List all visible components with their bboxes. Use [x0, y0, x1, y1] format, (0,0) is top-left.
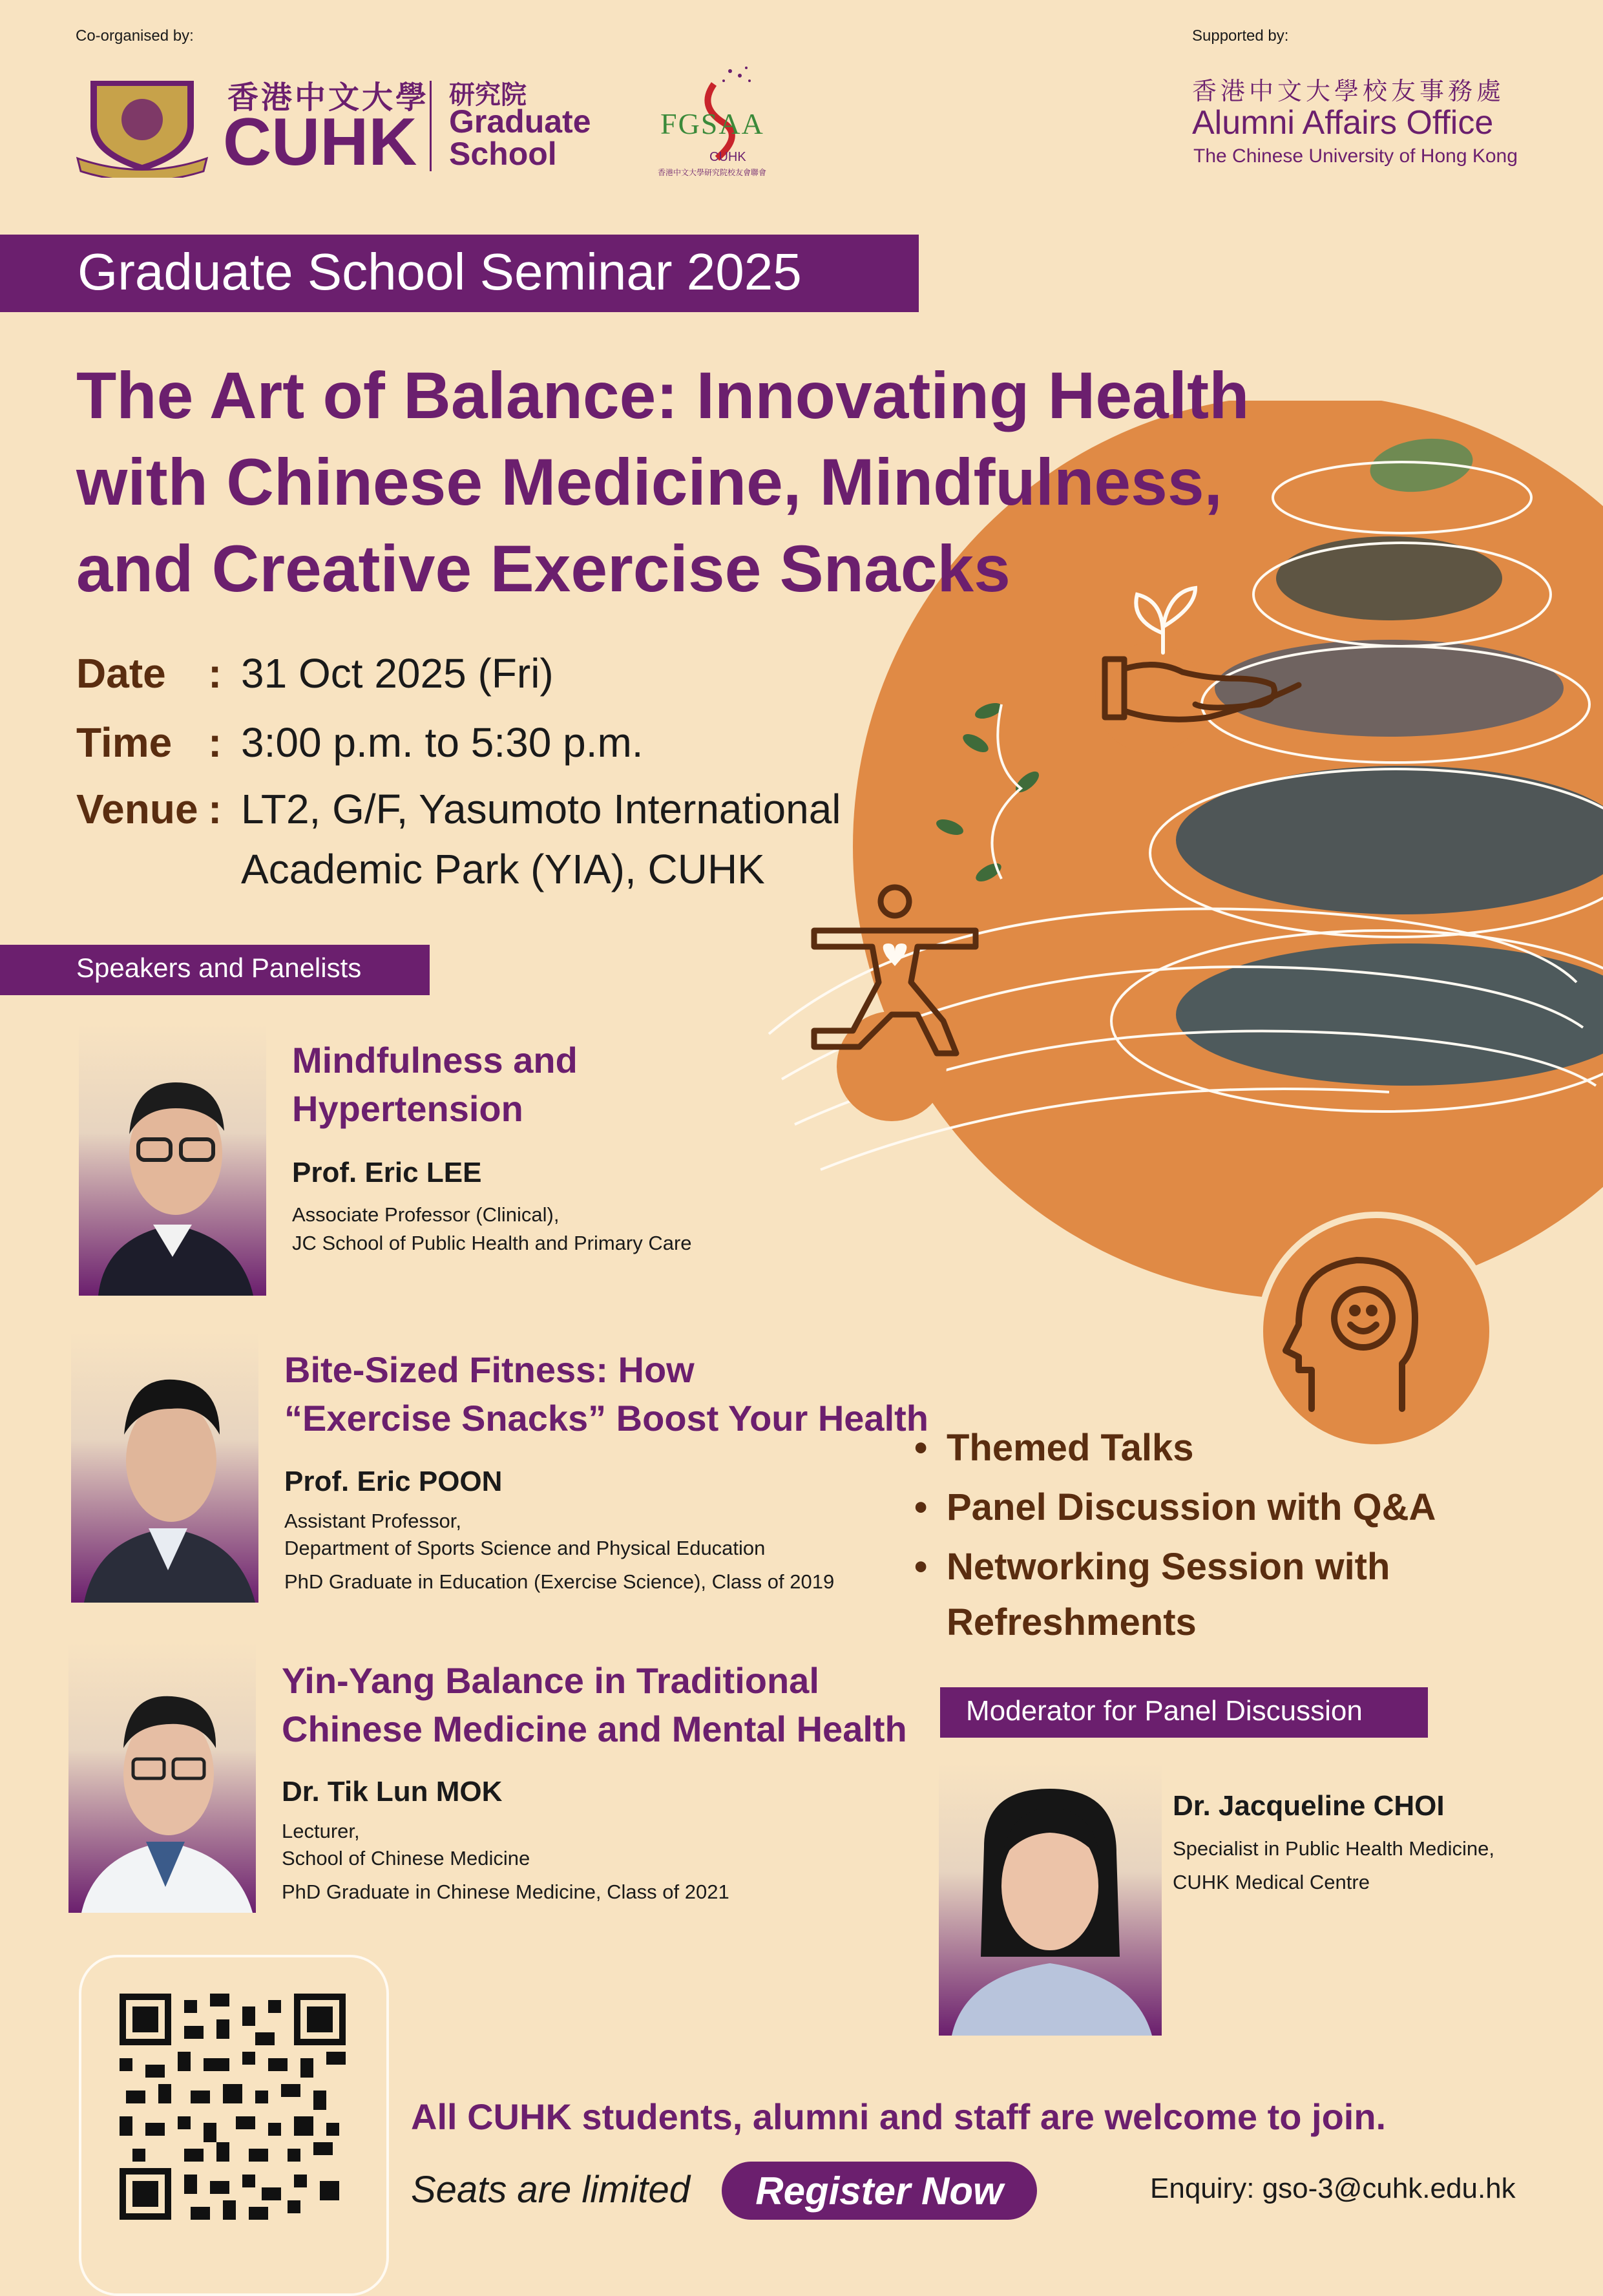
qr-code-icon[interactable]	[120, 1994, 346, 2220]
speaker-1-topic-line-2: Hypertension	[292, 1088, 523, 1129]
moderator-role	[1173, 1832, 1494, 1899]
speaker-2-topic-line-1: Bite-Sized Fitness: How	[284, 1349, 695, 1390]
time-value: 3:00 p.m. to 5:30 p.m.	[241, 719, 644, 766]
speaker-2-topic-line-2: “Exercise Snacks” Boost Your Health	[284, 1398, 928, 1438]
speaker-1-photo	[79, 1024, 266, 1296]
logo-divider	[430, 81, 432, 171]
cuhk-short-name: CUHK	[223, 105, 417, 180]
date-value: 31 Oct 2025 (Fri)	[241, 650, 554, 697]
moderator-label: Moderator for Panel Discussion	[966, 1695, 1363, 1727]
time-label: Time	[76, 719, 173, 766]
date-label: Date	[76, 650, 166, 697]
coorganised-label: Co-organised by:	[76, 27, 194, 45]
highlight-item-3-cont-text: Refreshments	[947, 1601, 1197, 1643]
moderator-role-line-2: CUHK Medical Centre	[1173, 1871, 1370, 1893]
cuhk-chinese-name: 香港中文大學	[227, 81, 430, 115]
highlight-item-2-text: Panel Discussion with Q&A	[947, 1486, 1436, 1528]
speaker-3-topic-line-2: Chinese Medicine and Mental Health	[282, 1709, 907, 1749]
bullet-icon: •	[914, 1546, 928, 1588]
highlight-item-3-text: Networking Session with	[947, 1546, 1390, 1588]
speaker-3-topic	[282, 1656, 907, 1753]
speaker-3-role-line-3: PhD Graduate in Chinese Medicine, Class of 2021	[282, 1880, 729, 1903]
speaker-3-role	[282, 1818, 729, 1906]
speakers-label: Speakers and Panelists	[76, 953, 362, 983]
enquiry-email[interactable]: Enquiry: gso-3@cuhk.edu.hk	[1150, 2173, 1516, 2204]
venue-colon: :	[208, 786, 222, 832]
speaker-1-topic	[292, 1036, 578, 1133]
alumni-chinese-name: 香港中文大學校友事務處	[1192, 78, 1505, 105]
highlight-item-1	[914, 1418, 1436, 1478]
speaker-1-role	[292, 1201, 692, 1258]
fgsaa-name: FGSAA	[660, 107, 764, 140]
bullet-icon: •	[914, 1427, 928, 1469]
venue-label: Venue	[76, 786, 198, 832]
speaker-3-topic-line-1: Yin-Yang Balance in Traditional	[282, 1660, 819, 1701]
date-colon: :	[208, 650, 222, 697]
speaker-2-role	[284, 1508, 834, 1596]
welcome-text: All CUHK students, alumni and staff are welcome to join.	[411, 2096, 1387, 2137]
venue-line-1: LT2, G/F, Yasumoto International	[241, 786, 841, 832]
venue-line-2: Academic Park (YIA), CUHK	[241, 846, 765, 892]
speaker-3-photo	[68, 1641, 256, 1913]
speaker-1-topic-line-1: Mindfulness and	[292, 1040, 578, 1080]
fgsaa-chinese-name: 香港中文大學研究院校友會聯會	[658, 168, 767, 177]
speaker-1-name: Prof. Eric LEE	[292, 1157, 482, 1188]
highlight-item-2	[914, 1478, 1436, 1537]
event-title	[76, 352, 1249, 612]
gs-chinese-name: 研究院	[449, 81, 527, 109]
highlight-item-3	[914, 1537, 1436, 1597]
title-line-2: with Chinese Medicine, Mindfulness,	[76, 445, 1222, 519]
time-colon: :	[208, 719, 222, 766]
speaker-2-name: Prof. Eric POON	[284, 1466, 503, 1497]
fgsaa-sub: CUHK	[709, 150, 746, 164]
alumni-en-name: Alumni Affairs Office	[1192, 104, 1494, 142]
gs-name-line1: Graduate	[449, 103, 591, 140]
title-line-1: The Art of Balance: Innovating Health	[76, 359, 1250, 432]
seminar-banner-text: Graduate School Seminar 2025	[78, 243, 802, 300]
speaker-3-name: Dr. Tik Lun MOK	[282, 1776, 503, 1807]
highlight-item-1-text: Themed Talks	[947, 1427, 1194, 1469]
title-line-3: and Creative Exercise Snacks	[76, 532, 1011, 606]
speaker-3-role-line-2: School of Chinese Medicine	[282, 1847, 530, 1869]
moderator-role-line-1: Specialist in Public Health Medicine,	[1173, 1837, 1494, 1860]
moderator-name: Dr. Jacqueline CHOI	[1173, 1790, 1445, 1822]
bullet-icon: •	[914, 1486, 928, 1528]
alumni-sub-name: The Chinese University of Hong Kong	[1193, 145, 1518, 167]
speaker-1-role-line-1: Associate Professor (Clinical),	[292, 1203, 560, 1226]
speaker-2-role-line-1: Assistant Professor,	[284, 1510, 461, 1532]
speaker-2-role-line-2: Department of Sports Science and Physical Education	[284, 1537, 766, 1559]
gs-name-line2: School	[449, 136, 557, 172]
supported-label: Supported by:	[1192, 27, 1289, 45]
cuhk-crest-logo	[71, 68, 213, 178]
speaker-2-photo	[71, 1331, 258, 1603]
speaker-3-role-line-1: Lecturer,	[282, 1820, 360, 1842]
highlights-list	[914, 1418, 1436, 1648]
speaker-2-role-line-3: PhD Graduate in Education (Exercise Science), Class of 2019	[284, 1570, 835, 1593]
highlight-item-3-cont	[914, 1597, 1436, 1648]
speaker-2-topic	[284, 1345, 928, 1442]
speaker-1-role-line-2: JC School of Public Health and Primary Care	[292, 1232, 692, 1254]
register-now-button[interactable]: Register Now	[722, 2162, 1037, 2220]
seats-limited-text: Seats are limited	[411, 2169, 690, 2211]
moderator-photo	[939, 1763, 1162, 2036]
